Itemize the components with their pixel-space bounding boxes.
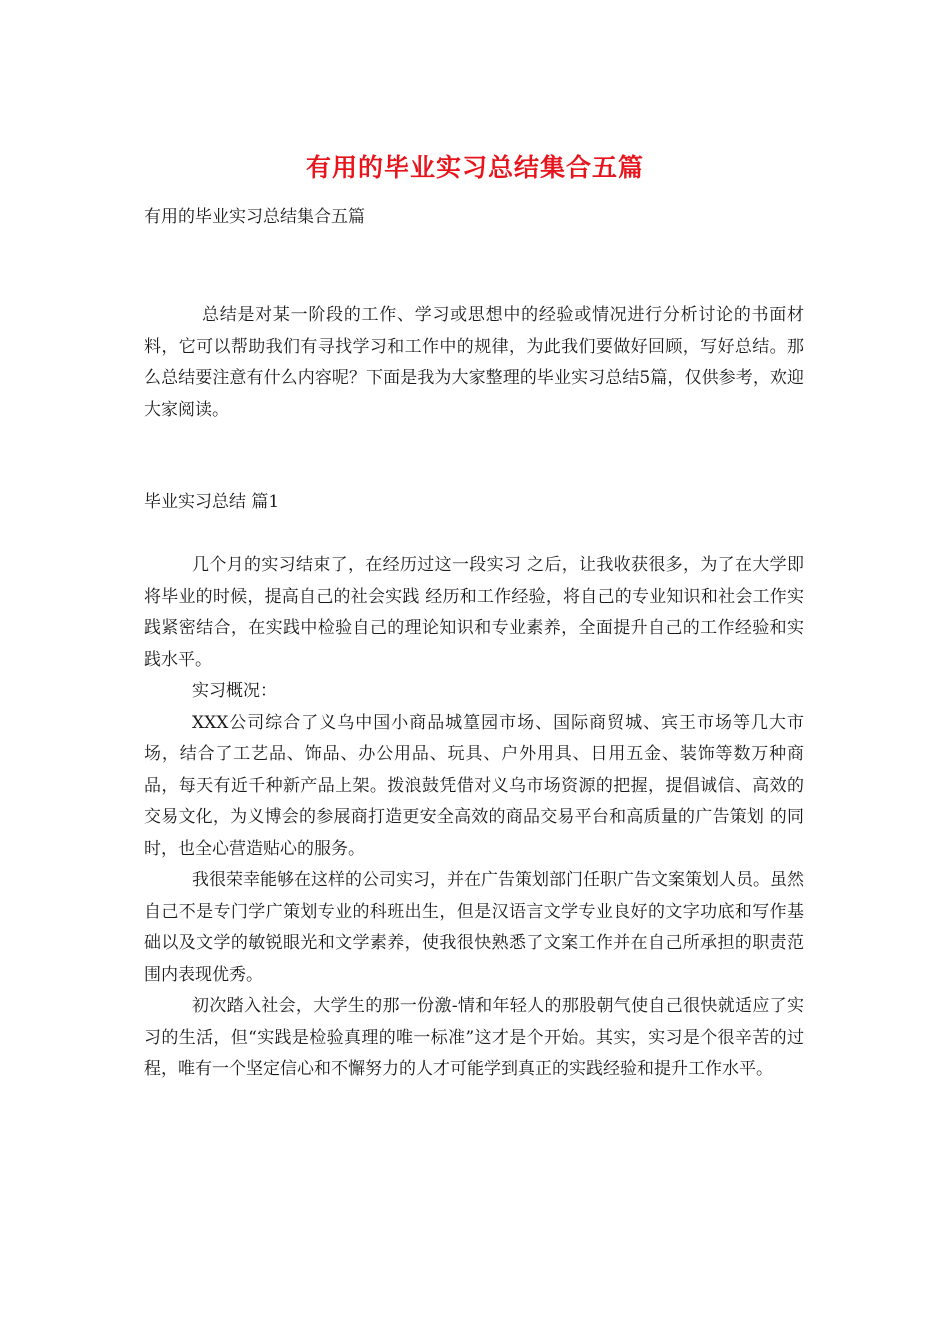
section-heading: 毕业实习总结 篇1	[144, 492, 280, 512]
document-subtitle: 有用的毕业实习总结集合五篇	[144, 207, 365, 227]
document-title: 有用的毕业实习总结集合五篇	[305, 153, 644, 182]
body-paragraph-2: 实习概况：	[192, 681, 277, 701]
section-body	[144, 550, 804, 1086]
body-paragraph-4: 我很荣幸能够在这样的公司实习，并在广告策划部门任职广告文案策划人员。虽然自己不是专门学广策划专业的科班出生，但是汉语言文学专业良好的文字功底和写作基础以及文学的敏锐眼光和文学素养，使我很快熟悉了文案工作并在自己所承担的职责范围内表现优秀。	[144, 870, 804, 985]
body-paragraph-1: 几个月的实习结束了，在经历过这一段实习 之后，让我收获很多，为了在大学即将毕业的时候，提高自己的社会实践 经历和工作经验，将自己的专业知识和社会工作实践紧密结合，在实践中检验自己的理论知识和专业素养，全面提升自己的工作经验和实践水平。	[144, 555, 804, 670]
body-paragraph-3: XXX公司综合了义乌中国小商品城篁园市场、国际商贸城、宾王市场等几大市场，结合了工艺品、饰品、办公用品、玩具、户外用具、日用五金、装饰等数万种商品，每天有近千种新产品上架。拨浪鼓凭借对义乌市场资源的把握，提倡诚信、高效的交易文化，为义博会的参展商打造更安全高效的商品交易平台和高质量的广告策划 的同时，也全心营造贴心的服务。	[144, 712, 804, 859]
body-paragraph-5: 初次踏入社会，大学生的那一份激-情和年轻人的那股朝气使自己很快就适应了实习的生活，但“实践是检验真理的唯一标准”这才是个开始。其实，实习是个很辛苦的过程，唯有一个坚定信心和不懈努力的人才可能学到真正的实践经验和提升工作水平。	[144, 996, 804, 1079]
intro-paragraph: 总结是对某一阶段的工作、学习或思想中的经验或情况进行分析讨论的书面材料，它可以帮助我们有寻找学习和工作中的规律，为此我们要做好回顾，写好总结。那么总结要注意有什么内容呢？下面是我为大家整理的毕业实习总结5篇，仅供参考，欢迎大家阅读。	[144, 305, 804, 420]
